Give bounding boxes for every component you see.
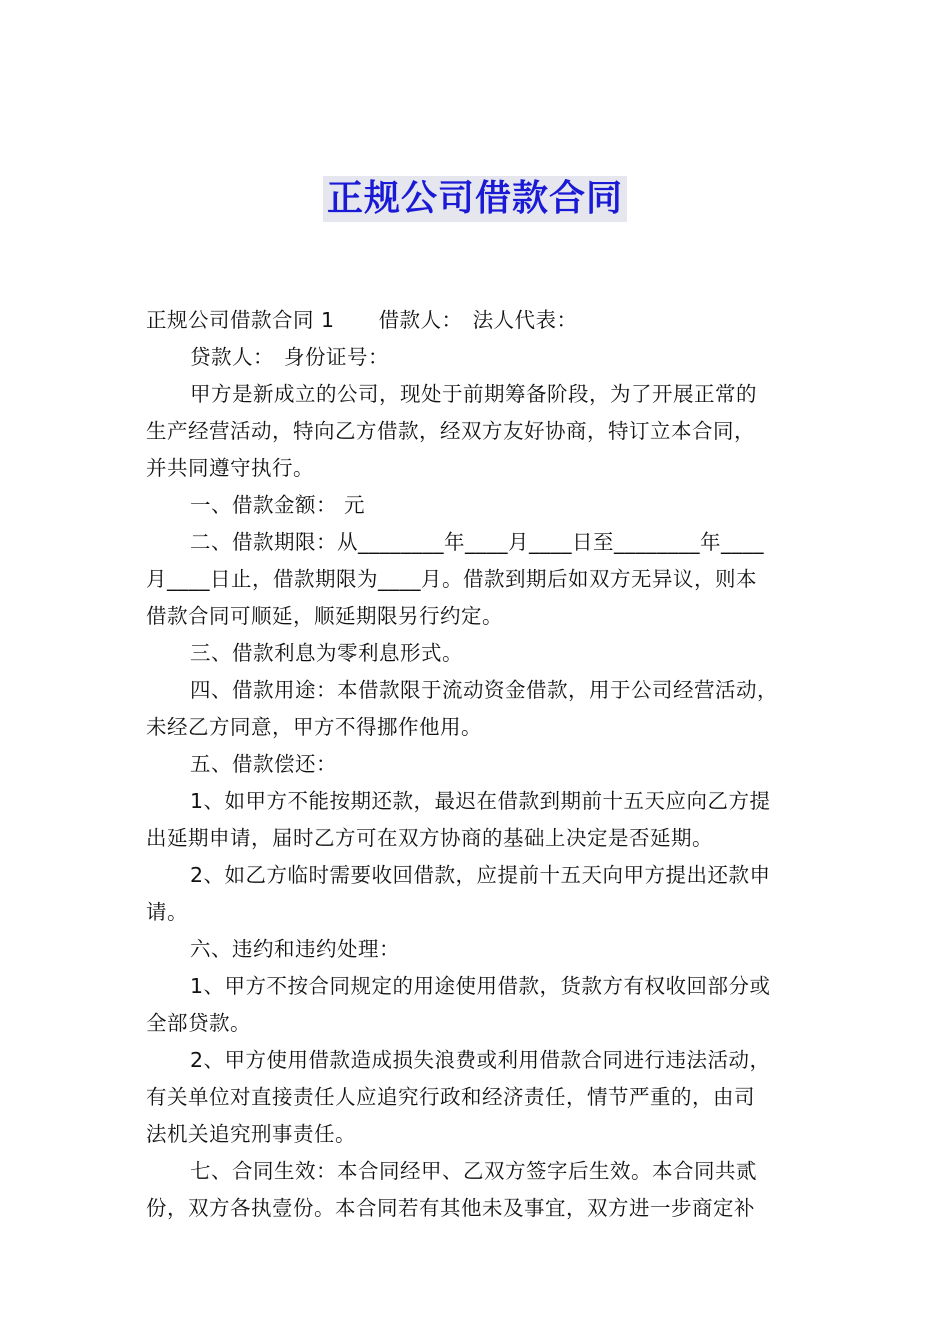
lender-label: 贷款人： bbox=[190, 345, 274, 369]
document-title: 正规公司借款合同 bbox=[323, 176, 627, 222]
clause-repayment: 五、借款偿还： bbox=[190, 752, 337, 776]
paragraph-line: 生产经营活动，特向乙方借款，经双方友好协商，特订立本合同， bbox=[146, 419, 755, 443]
paragraph-line: 并共同遵守执行。 bbox=[146, 456, 314, 480]
contract-body bbox=[146, 302, 826, 1227]
header-line bbox=[146, 302, 826, 339]
paragraph-line: 份，双方各执壹份。本合同若有其他未及事宜，双方进一步商定补 bbox=[146, 1196, 755, 1220]
clause-breach: 六、违约和违约处理： bbox=[190, 937, 400, 961]
lender-line bbox=[146, 339, 826, 376]
doc-label: 正规公司借款合同 1 bbox=[146, 308, 335, 332]
paragraph-line: 月____日止，借款期限为____月。借款到期后如双方无异议，则本 bbox=[146, 567, 757, 591]
paragraph-line: 法机关追究刑事责任。 bbox=[146, 1122, 356, 1146]
repayment-item-1: 1、如甲方不能按期还款，最迟在借款到期前十五天应向乙方提 bbox=[190, 789, 771, 813]
borrower-label: 借款人： bbox=[378, 308, 463, 332]
clause-effect: 七、合同生效：本合同经甲、乙双方签字后生效。本合同共贰 bbox=[190, 1159, 757, 1183]
paragraph-line: 出延期申请，届时乙方可在双方协商的基础上决定是否延期。 bbox=[146, 826, 713, 850]
breach-item-1: 1、甲方不按合同规定的用途使用借款，货款方有权收回部分或 bbox=[190, 974, 771, 998]
repayment-item-2: 2、如乙方临时需要收回借款，应提前十五天向甲方提出还款申 bbox=[190, 863, 771, 887]
clause-amount: 一、借款金额： 元 bbox=[190, 493, 366, 517]
paragraph-line: 甲方是新成立的公司，现处于前期筹备阶段，为了开展正常的 bbox=[190, 382, 757, 406]
clause-interest: 三、借款利息为零利息形式。 bbox=[190, 641, 463, 665]
paragraph-line: 有关单位对直接责任人应追究行政和经济责任，情节严重的，由司 bbox=[146, 1085, 755, 1109]
id-number-label: 身份证号： bbox=[284, 345, 389, 369]
legal-rep-label: 法人代表： bbox=[472, 308, 578, 332]
title-wrapper bbox=[0, 176, 950, 222]
paragraph-line: 借款合同可顺延，顺延期限另行约定。 bbox=[146, 604, 503, 628]
paragraph-line: 未经乙方同意，甲方不得挪作他用。 bbox=[146, 715, 482, 739]
breach-item-2: 2、甲方使用借款造成损失浪费或利用借款合同进行违法活动， bbox=[190, 1048, 771, 1072]
clause-purpose: 四、借款用途：本借款限于流动资金借款，用于公司经营活动， bbox=[190, 678, 778, 702]
paragraph-line: 请。 bbox=[146, 900, 188, 924]
paragraph-line: 全部贷款。 bbox=[146, 1011, 251, 1035]
clause-term: 二、借款期限：从________年____月____日至________年____ bbox=[190, 530, 764, 554]
